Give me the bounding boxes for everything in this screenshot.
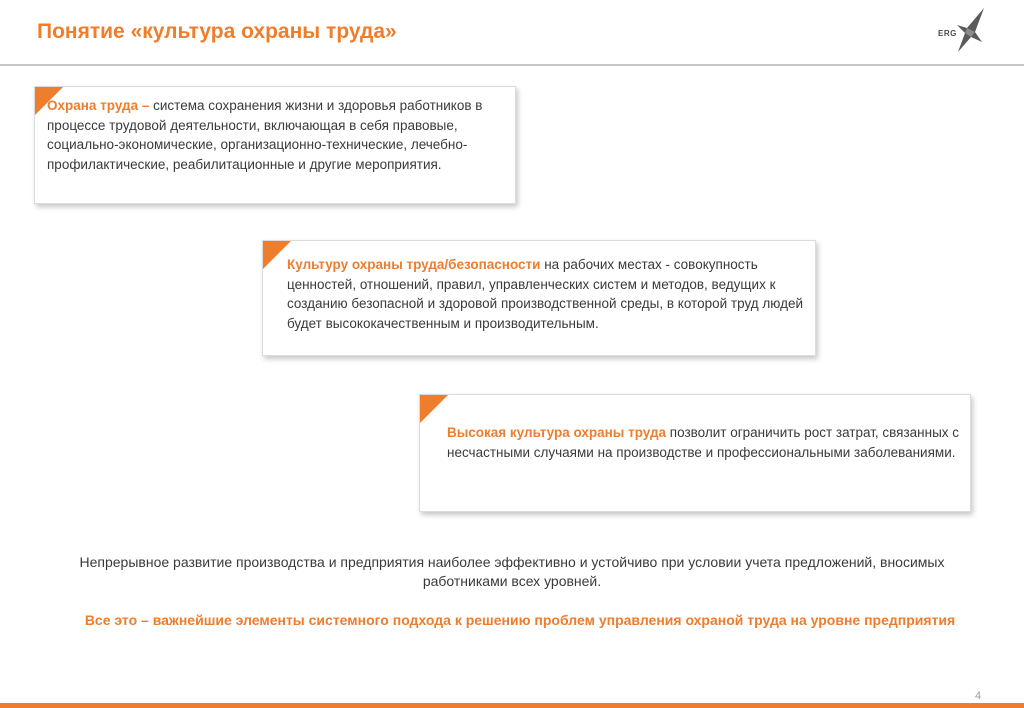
card-body: система сохранения жизни и здоровья работников в процессе трудовой деятельности, включающая в себя правовые, социально-экономические, организационно-технические, лечебно-профилактические, реабилитационные и другие мероприятия. [47,98,483,172]
definition-card-safety-culture [262,240,816,356]
card-term: Культуру охраны труда/безопасности [287,257,541,272]
header-divider [0,64,1024,66]
slide-title: Понятие «культура охраны труда» [37,20,397,43]
card-term: Высокая культура охраны труда [447,425,667,440]
development-note: Непрерывное развитие производства и предприятия наиболее эффективно и устойчиво при условии учета предложений, вносимых работниками всех уровней. [79,554,945,589]
card-text [263,241,815,333]
card-term: Охрана труда – [47,98,150,113]
card-body: на рабочих местах - совокупность ценностей, отношений, правил, управленческих систем и методов, ведущих к созданию безопасной и здоровой производственной среды, в которой труд людей будет высококачественным и производительным. [287,257,804,331]
conclusion-text: Все это – важнейшие элементы системного подхода к решению проблем управления охраной труда на уровне предприятия [84,612,956,628]
definition-card-high-culture [419,394,971,512]
card-text [35,87,515,174]
card-text [420,395,970,462]
page-number: 4 [975,690,982,702]
bottom-accent-bar [0,703,1024,708]
card-body: позволит ограничить рост затрат, связанных с несчастными случаями на производстве и профессиональными заболеваниями. [447,425,960,460]
definition-card-labor-protection [34,86,516,204]
logo-text: ERG [938,29,957,38]
erg-logo [934,6,990,56]
